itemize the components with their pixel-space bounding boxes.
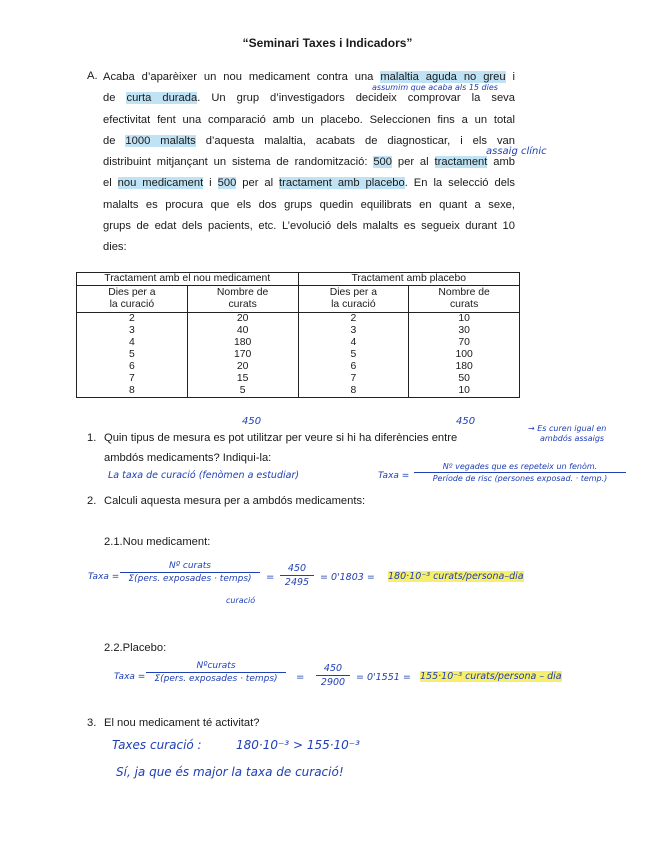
table-cell: 4 (298, 337, 409, 349)
q3-number: 3. (87, 717, 97, 729)
table-col-header-row (77, 286, 520, 313)
table-cell: 50 (409, 373, 520, 385)
table-cell: 20 (187, 313, 298, 326)
table-cell: 8 (298, 385, 409, 398)
fraction-bar (316, 675, 350, 676)
q2-number: 2. (87, 495, 97, 507)
q21-equals: = (266, 572, 275, 583)
table-cell: 30 (409, 325, 520, 337)
table-cell: 7 (298, 373, 409, 385)
q21-value-denominator: 2495 (284, 577, 310, 588)
para-line-8: grups de edat dels pacients, etc. L’evolució dels malalts es segueix durant 10 (103, 220, 515, 233)
table-cell: 4 (77, 337, 188, 349)
table-cell: 6 (77, 361, 188, 373)
q3-answer-value: 180·10⁻³ > 155·10⁻³ (236, 738, 360, 752)
fraction-bar (414, 472, 626, 473)
q21-label: 2.1.Nou medicament: (104, 536, 211, 548)
q1-answer-fraction (414, 462, 626, 483)
q22-formula-numerator: Nºcurats (196, 661, 236, 671)
table-cell: 70 (409, 337, 520, 349)
table-cell: 5 (187, 385, 298, 398)
q1-number: 1. (87, 432, 97, 444)
q1-answer-left: La taxa de curació (fenòmen a estudiar) (108, 470, 300, 481)
table-cell: 10 (409, 385, 520, 398)
q22-result: = 0'1551 = (356, 672, 411, 683)
table-row (77, 349, 520, 361)
q3-text: El nou medicament té activitat? (104, 717, 260, 729)
data-table (76, 272, 520, 398)
q22-final-result: 155·10⁻³ curats/persona – dia (420, 671, 562, 682)
para-line-4: de 1000 malalts d’aquesta malaltia, acabats de diagnosticar, i els van (103, 134, 515, 147)
col-header: Dies per a la curació (77, 286, 188, 313)
table-row (77, 325, 520, 337)
q21-value-fraction (280, 563, 314, 588)
q22-equals: = (296, 672, 305, 683)
fraction-bar (120, 572, 260, 573)
q1-answer-numerator: Nº vegades que es repeteix un fenòm. (442, 462, 598, 471)
table-cell: 180 (409, 361, 520, 373)
q22-formula-fraction (146, 661, 286, 684)
q1-line-2: ambdós medicaments? Indiqui-la: (104, 452, 272, 464)
table-cell: 5 (298, 349, 409, 361)
q21-value-numerator: 450 (287, 563, 307, 574)
table-cell: 10 (409, 313, 520, 326)
table-cell: 7 (77, 373, 188, 385)
col-header: Nombre de curats (187, 286, 298, 313)
q22-value-numerator: 450 (323, 663, 343, 674)
q1-answer-taxa: Taxa = (378, 471, 410, 481)
q21-formula-denominator: Σ(pers. exposades · temps) (128, 574, 252, 584)
table-cell: 100 (409, 349, 520, 361)
para-line-3: efectivitat fent una comparació amb un placebo. Seleccionen fins a un total (103, 113, 515, 126)
q3-answer-conclusion: Sí, ja que és major la taxa de curació! (116, 765, 344, 779)
group-header-new: Tractament amb el nou medicament (77, 273, 299, 286)
para-line-6: el nou medicament i 500 per al tractament amb placebo. En la selecció dels (103, 177, 515, 190)
table-cell: 2 (298, 313, 409, 326)
col-header: Dies per a la curació (298, 286, 409, 313)
table-cell: 6 (298, 361, 409, 373)
table-row (77, 373, 520, 385)
fraction-bar (146, 672, 286, 673)
handwritten-side-note-1: → Es curen igual en (528, 424, 607, 433)
table-cell: 3 (77, 325, 188, 337)
q2-text: Calculi aquesta mesura per a ambdós medicaments: (104, 495, 366, 507)
section-a-marker: A. (87, 70, 98, 82)
q21-final-result: 180·10⁻³ curats/persona–dia (388, 571, 524, 582)
table-cell: 20 (187, 361, 298, 373)
q21-result: = 0'1803 = (320, 572, 375, 583)
table-cell: 8 (77, 385, 188, 398)
table-cell: 5 (77, 349, 188, 361)
group-header-placebo: Tractament amb placebo (298, 273, 520, 286)
q21-formula-numerator: Nº curats (169, 561, 211, 571)
table-row (77, 361, 520, 373)
para-line-7: malalts es procura que els dos grups quedin equilibrats en quant a sexe, (103, 198, 515, 211)
table-row (77, 337, 520, 349)
table-cell: 15 (187, 373, 298, 385)
fraction-bar (280, 575, 314, 576)
para-line-9: dies: (103, 241, 127, 254)
para-line-2: de curta durada. Un grup d’investigadors decideix comprovar la seva (103, 92, 515, 105)
handwritten-side-note-2: ambdós assaigs (540, 434, 605, 443)
table-cell: 180 (187, 337, 298, 349)
table-cell: 170 (187, 349, 298, 361)
table-cell: 3 (298, 325, 409, 337)
para-line-5: distribuint mitjançant un sistema de randomització: 500 per al tractament amb (103, 156, 516, 169)
col-header: Nombre de curats (409, 286, 520, 313)
q22-taxa: Taxa = (114, 672, 146, 682)
q21-taxa: Taxa = (88, 572, 120, 582)
table-cell: 40 (187, 325, 298, 337)
q21-denominator-note: curació (226, 596, 256, 605)
para-line-1: Acaba d’aparèixer un nou medicament contra una malaltia aguda no greu i (103, 71, 515, 83)
table-row (77, 313, 520, 326)
table-group-header-row (77, 273, 520, 286)
handwritten-note-assaig: assaig clínic (486, 146, 547, 157)
q21-formula-fraction (120, 561, 260, 584)
handwritten-note-greu: assumim que acaba als 15 dies (372, 83, 498, 92)
q22-formula-denominator: Σ(pers. exposades · temps) (154, 674, 278, 684)
handwritten-sum-left: 450 (242, 416, 262, 427)
q22-value-fraction (316, 663, 350, 688)
q22-label: 2.2.Placebo: (104, 642, 167, 654)
table-cell: 2 (77, 313, 188, 326)
page-title: “Seminari Taxes i Indicadors” (242, 36, 413, 50)
q1-answer-denominator: Període de risc (persones exposad. · temp.) (432, 474, 608, 483)
section-a-paragraph (103, 67, 515, 259)
q3-answer-label: Taxes curació : (112, 738, 202, 752)
table-row (77, 385, 520, 398)
q1-line-1: Quin tipus de mesura es pot utilitzar per veure si hi ha diferències entre (104, 432, 458, 444)
q22-value-denominator: 2900 (320, 677, 346, 688)
handwritten-sum-right: 450 (456, 416, 476, 427)
